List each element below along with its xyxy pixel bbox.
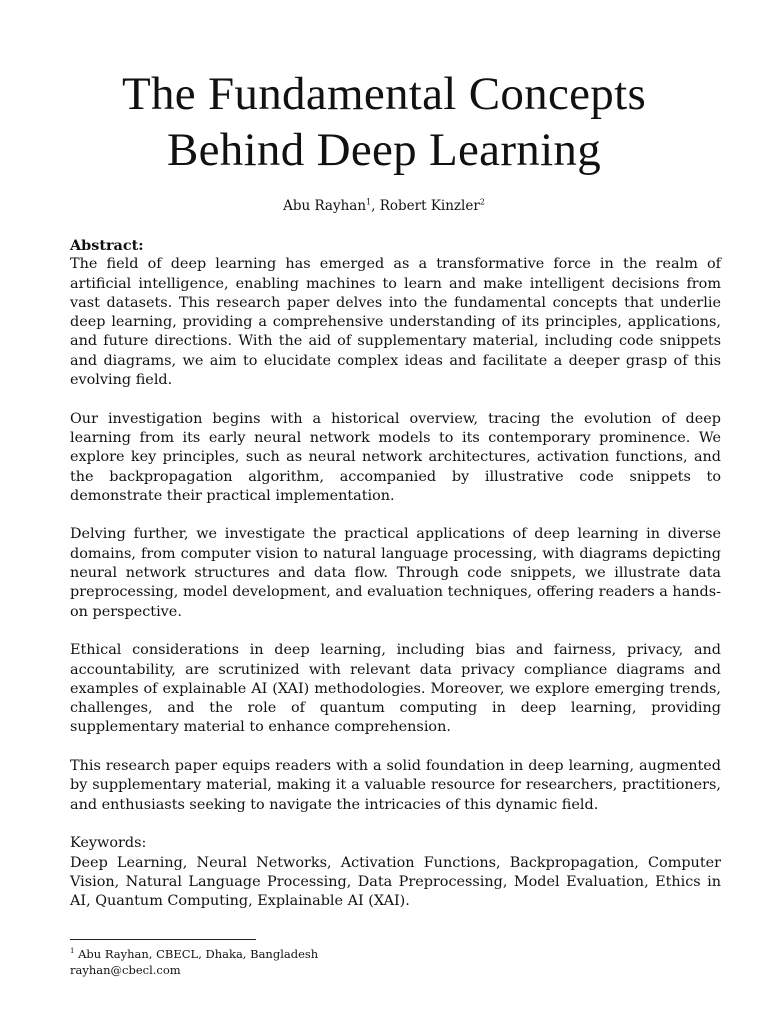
abstract-paragraph: Ethical considerations in deep learning, including bias and fairness, privacy, and accountability, are scrutinized with relevant data privacy compliance diagrams and examples of explainable AI (XAI) methodologies. Moreover, we explore emerging trends, challenges, and the role of quantum computing in deep learning, providing supplementary material to enhance comprehension. xyxy=(70,642,721,736)
author-separator: , xyxy=(371,198,380,214)
abstract-paragraph: Our investigation begins with a historical overview, tracing the evolution of deep learning from its early neural network models to its contemporary prominence. We explore key principles, such as neural network architectures, activation functions, and the backpropagation algorithm, accompanied by illustrative code snippets to demonstrate their practical implementation. xyxy=(70,410,721,504)
keywords-list: Deep Learning, Neural Networks, Activation Functions, Backpropagation, Computer Vision, Natural Language Processing, Data Preprocessing, Model Evaluation, Ethics in AI, Quantum Computing, Explainable AI (XAI). xyxy=(70,854,721,910)
author-name: Robert Kinzler xyxy=(379,198,480,214)
keywords-heading: Keywords: xyxy=(70,835,147,852)
abstract-section xyxy=(70,236,721,911)
footnote xyxy=(70,946,318,978)
footnote-email: rayhan@cbecl.com xyxy=(70,963,181,977)
footnote-divider xyxy=(70,939,256,940)
paper-title xyxy=(40,66,728,178)
abstract-paragraph: Delving further, we investigate the practical applications of deep learning in diverse domains, from computer vision to natural language processing, with diagrams depicting neural network structures and data flow. Through code snippets, we illustrate data preprocessing, model development, and evaluation techniques, offering readers a hands-on perspective. xyxy=(70,526,721,620)
author-affiliation-mark: 1 xyxy=(366,197,372,207)
footnote-affiliation: Abu Rayhan, CBECL, Dhaka, Bangladesh xyxy=(78,947,319,961)
author-name: Abu Rayhan xyxy=(283,198,367,214)
author-list xyxy=(40,197,728,215)
title-line-2: Behind Deep Learning xyxy=(166,124,602,176)
abstract-paragraph: This research paper equips readers with a solid foundation in deep learning, augmented by supplementary material, making it a valuable resource for researchers, practitioners, and enthusiasts seeking to navigate the intricacies of this dynamic field. xyxy=(70,758,721,813)
title-line-1: The Fundamental Concepts xyxy=(121,68,647,120)
author-affiliation-mark: 2 xyxy=(479,197,485,207)
abstract-paragraph: The field of deep learning has emerged as a transformative force in the realm of artificial intelligence, enabling machines to learn and make intelligent decisions from vast datasets. This research paper delves into the fundamental concepts that underlie deep learning, providing a comprehensive understanding of its principles, applications, and future directions. With the aid of supplementary material, including code snippets and diagrams, we aim to elucidate complex ideas and facilitate a deeper grasp of this evolving field. xyxy=(70,256,721,389)
footnote-mark: 1 xyxy=(70,947,75,956)
footnote-affiliation-line xyxy=(70,946,318,962)
abstract-heading: Abstract: xyxy=(70,237,144,254)
